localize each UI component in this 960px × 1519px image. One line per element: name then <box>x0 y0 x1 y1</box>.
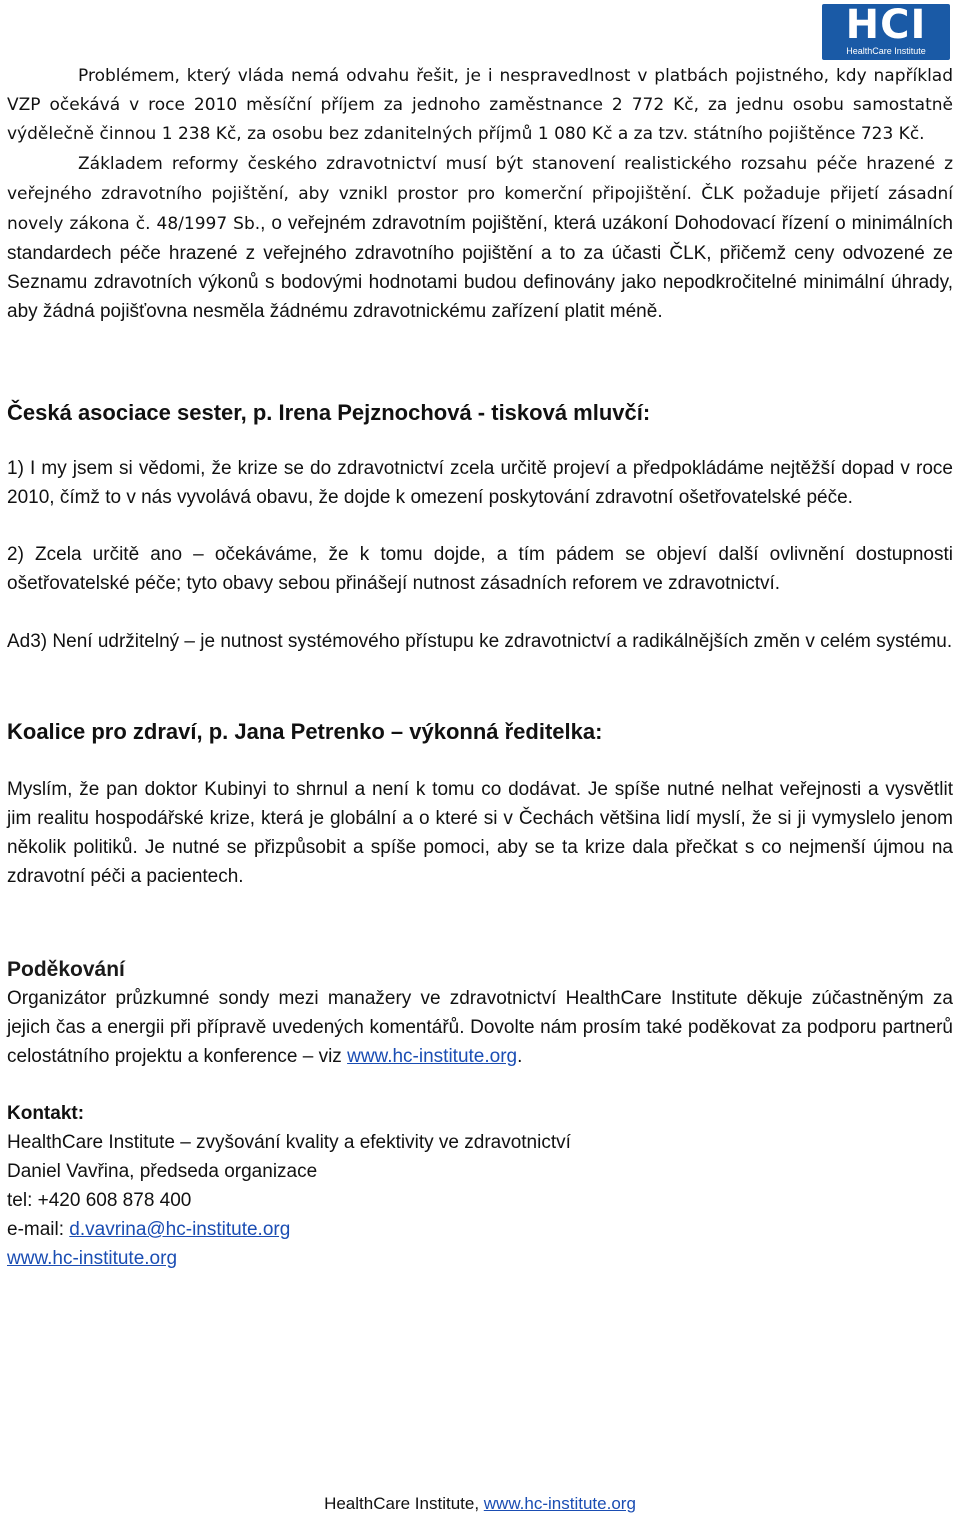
thanks-paragraph <box>7 984 953 1071</box>
contact-label: Kontakt: <box>7 1103 85 1124</box>
intro-paragraph-2-part-a: Základem reformy českého zdravotnictví musí být stanovení realistického rozsahu péče hrazené z veřejného zdravotního pojištění, aby vznikl prostor pro komerční připojištění. ČLK požaduje přijetí zásadní novely zákona č. 48/1997 Sb. <box>7 154 953 234</box>
thanks-heading: Poděkování <box>7 958 125 981</box>
contact-email-prefix: e-mail: <box>7 1219 70 1240</box>
page-footer <box>0 1493 960 1515</box>
nurses-answer-2: 2) Zcela určitě ano – očekáváme, že k tomu dojde, a tím pádem se objeví další ovlivnění dostupnosti ošetřovatelské péče; tyto obavy sebou přinášejí nutnost zásadních reforem ve zdravotnictví. <box>7 544 953 594</box>
intro-paragraph-2 <box>7 149 953 326</box>
footer-website-link[interactable]: www.hc-institute.org <box>483 1494 636 1513</box>
nurses-answer-1: 1) I my jsem si vědomi, že krize se do zdravotnictví zcela určitě projeví a předpokládáme nejtěžší dopad v roce 2010, čímž to v nás vyvolává obavu, že dojde k omezení poskytování zdravotní ošetřovatelské péče. <box>7 458 953 508</box>
thanks-end: . <box>517 1046 523 1067</box>
contact-web-line <box>7 1244 953 1273</box>
nurses-answer-3: Ad3) Není udržitelný – je nutnost systémového přístupu ke zdravotnictví a radikálnějších změn v celém systému. <box>7 631 953 652</box>
contact-organization: HealthCare Institute – zvyšování kvality a efektivity ve zdravotnictví <box>7 1132 571 1153</box>
contact-web-link[interactable]: www.hc-institute.org <box>7 1248 178 1269</box>
section-heading-nurses: Česká asociace sester, p. Irena Pejznochová - tisková mluvčí: <box>7 400 651 425</box>
logo-subtitle: HealthCare Institute <box>846 46 926 56</box>
coalition-answer: Myslím, že pan doktor Kubinyi to shrnul a není k tomu co dodávat. Je spíše nutné nelhat veřejnosti a vysvětlit jim realitu hospodářské krize, která je globální a o které si v Čechách většina lidí myslí, že si ji vymyslelo jenom několik politiků. Je nutné se přizpůsobit a spíše pomoci, aby se ta krize dala přečkat s co nejmenší újmou na zdravotní péči a pacientech. <box>7 779 953 887</box>
section-heading-coalition: Koalice pro zdraví, p. Jana Petrenko – výkonná ředitelka: <box>7 719 603 744</box>
intro-paragraph-2-part-b: , o veřejném zdravotním pojištění, která uzákoní Dohodovací řízení o minimálních standardech péče hrazené z veřejného zdravotního pojištění a to za účasti ČLK, přičemž ceny odvozené ze Seznamu zdravotních výkonů s bodovými hodnotami budou definovány jako nepodkročitelné minimální úhrady, aby žádná pojišťovna nesměla žádnému zdravotnickému zařízení platit méně. <box>7 213 953 322</box>
contact-email-link[interactable]: d.vavrina@hc-institute.org <box>69 1219 291 1240</box>
contact-email-line <box>7 1215 953 1244</box>
intro-paragraph-1: Problémem, který vláda nemá odvahu řešit, je i nespravedlnost v platbách pojistného, kdy například VZP očekává v roce 2010 měsíční příjem za jednoho zaměstnance 2 772 Kč, za jednu osobu samostatně výdělečně činnou 1 238 Kč, za osobu bez zdanitelných příjmů 1 080 Kč a za tzv. státního pojištěnce 723 Kč. <box>7 66 953 144</box>
thanks-text: Organizátor průzkumné sondy mezi manažery ve zdravotnictví HealthCare Institute děkuje zúčastněným za jejich čas a energii při přípravě uvedených komentářů. Dovolte nám prosím také poděkovat za podporu partnerů celostátního projektu a konference – viz <box>7 988 953 1067</box>
logo-mark: HCI <box>845 2 927 48</box>
contact-person: Daniel Vavřina, předseda organizace <box>7 1161 318 1182</box>
contact-block <box>7 1099 953 1273</box>
hci-logo <box>822 4 950 60</box>
footer-prefix: HealthCare Institute, <box>324 1494 484 1513</box>
contact-phone: tel: +420 608 878 400 <box>7 1190 192 1211</box>
document-body <box>7 62 953 1273</box>
thanks-website-link[interactable]: www.hc-institute.org <box>347 1046 518 1067</box>
